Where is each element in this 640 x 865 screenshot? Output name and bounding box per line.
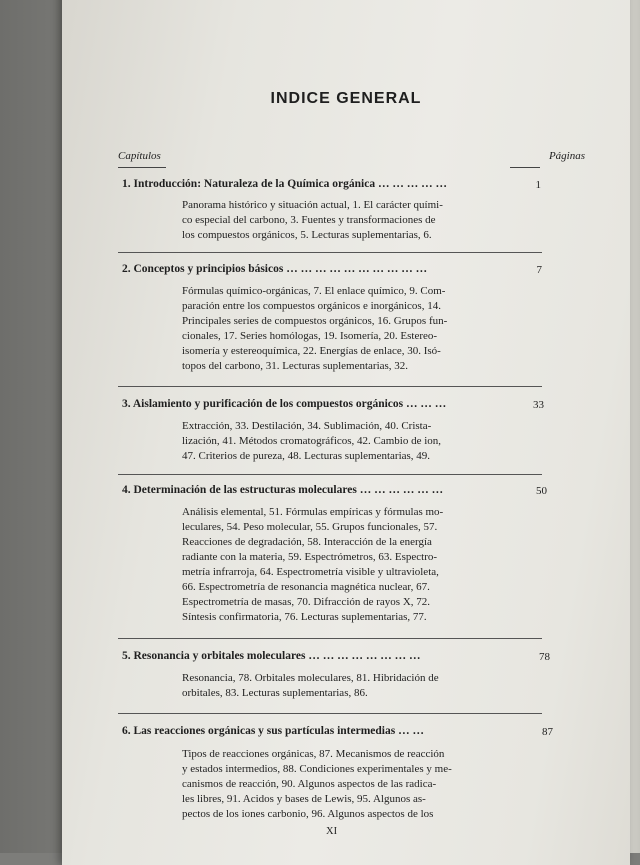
toc-entry-4-line-2: leculares, 54. Peso molecular, 55. Grupos funcionales, 57.: [182, 521, 438, 533]
toc-entry-5-page: 78: [539, 651, 550, 663]
toc-entry-1-line-2: co especial del carbono, 3. Fuentes y transformaciones de: [182, 214, 436, 226]
page-title: INDICE GENERAL: [270, 90, 422, 107]
toc-entry-3-heading: 3. Aislamiento y purificación de los compuestos orgánicos … … …: [122, 398, 447, 410]
section-separator: [118, 713, 542, 714]
column-header-rule-right: [510, 167, 540, 168]
toc-entry-6-line-5: pectos de los iones carbonio, 96. Algunos aspectos de los: [182, 808, 434, 820]
section-separator: [118, 252, 542, 253]
toc-entry-3-line-1: Extracción, 33. Destilación, 34. Sublimación, 40. Crista-: [182, 420, 432, 432]
column-header-rule-left: [118, 167, 166, 168]
toc-entry-6-line-1: Tipos de reacciones orgánicas, 87. Mecanismos de reacción: [182, 748, 445, 760]
toc-entry-2-page: 7: [536, 264, 542, 276]
toc-entry-6-page: 87: [542, 726, 553, 738]
toc-entry-2-line-6: topos del carbono, 31. Lecturas suplementarias, 32.: [182, 360, 409, 372]
toc-entry-6-heading: 6. Las reacciones orgánicas y sus partículas intermedias … …: [122, 725, 424, 737]
toc-entry-4-line-4: radiante con la materia, 59. Espectrómetros, 63. Espectro-: [182, 551, 438, 563]
toc-entry-2-line-1: Fórmulas químico-orgánicas, 7. El enlace químico, 9. Com-: [182, 285, 446, 297]
column-header-chapters: Capítulos: [118, 150, 161, 162]
toc-entry-2-heading: 2. Conceptos y principios básicos … … … … … … … … … …: [122, 263, 428, 275]
toc-entry-2-line-4: cionales, 17. Series homólogas, 19. Isomería, 20. Estereo-: [182, 330, 438, 342]
toc-entry-1-heading: 1. Introducción: Naturaleza de la Química orgánica … … … … …: [122, 178, 447, 190]
book-page: [62, 0, 630, 865]
toc-entry-4-line-6: 66. Espectrometría de resonancia magnética nuclear, 67.: [182, 581, 430, 593]
toc-entry-5-line-2: orbitales, 83. Lecturas suplementarias, 86.: [182, 687, 368, 699]
toc-entry-1-line-3: los compuestos orgánicos, 5. Lecturas suplementarias, 6.: [182, 229, 432, 241]
section-separator: [118, 474, 542, 475]
toc-entry-4-line-1: Análisis elemental, 51. Fórmulas empíricas y fórmulas mo-: [182, 506, 444, 518]
toc-entry-3-page: 33: [533, 399, 544, 411]
section-separator: [118, 386, 542, 387]
toc-entry-4-heading: 4. Determinación de las estructuras moleculares … … … … … …: [122, 484, 444, 496]
toc-entry-4-line-7: Espectrometría de masas, 70. Difracción de rayos X, 72.: [182, 596, 431, 608]
toc-entry-5-line-1: Resonancia, 78. Orbitales moleculares, 81. Hibridación de: [182, 672, 439, 684]
toc-entry-4-page: 50: [536, 485, 547, 497]
toc-entry-4-line-5: metría infrarroja, 64. Espectrometría visible y ultravioleta,: [182, 566, 439, 578]
toc-entry-6-line-3: canismos de reacción, 90. Algunos aspectos de las radica-: [182, 778, 437, 790]
page-number-footer: XI: [326, 826, 338, 837]
toc-entry-3-line-3: 47. Criterios de pureza, 48. Lecturas suplementarias, 49.: [182, 450, 431, 462]
toc-entry-2-line-3: Principales series de compuestos orgánicos, 16. Grupos fun-: [182, 315, 448, 327]
toc-entry-5-heading: 5. Resonancia y orbitales moleculares … … … … … … … …: [122, 650, 421, 662]
toc-entry-4-line-8: Síntesis confirmatoria, 76. Lecturas suplementarias, 77.: [182, 611, 427, 623]
toc-entry-6-line-4: les libres, 91. Acidos y bases de Lewis, 95. Algunos as-: [182, 793, 426, 805]
toc-entry-4-line-3: Reacciones de degradación, 58. Interacción de la energía: [182, 536, 432, 548]
toc-entry-1-line-1: Panorama histórico y situación actual, 1. El carácter quími-: [182, 199, 443, 211]
toc-entry-2-line-5: isomería y estereoquímica, 22. Energías de enlace, 30. Isó-: [182, 345, 441, 357]
column-header-pages: Páginas: [548, 150, 585, 162]
toc-entry-3-line-2: lización, 41. Métodos cromatográficos, 42. Cambio de ion,: [182, 435, 442, 447]
toc-entry-2-line-2: paración entre los compuestos orgánicos e inorgánicos, 14.: [182, 300, 441, 312]
toc-entry-1-page: 1: [535, 179, 541, 191]
section-separator: [118, 638, 542, 639]
toc-entry-6-line-2: y estados intermedios, 88. Condiciones experimentales y me-: [182, 763, 452, 775]
